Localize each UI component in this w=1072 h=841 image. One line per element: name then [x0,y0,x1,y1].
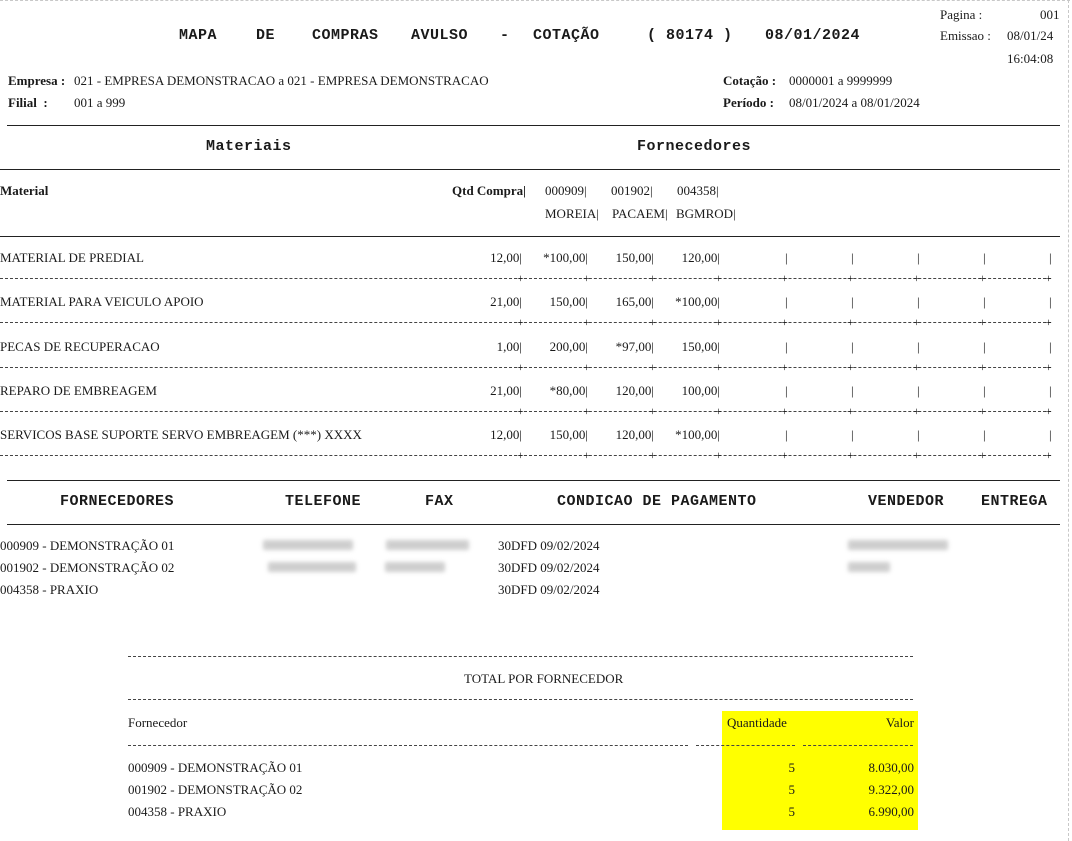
column-separator: | [851,294,854,309]
telefone-heading: TELEFONE [285,493,362,510]
supplier-name: 000909 - DEMONSTRAÇÃO 01 [0,538,175,553]
supplier-condicao: 30DFD 09/02/2024 [498,538,600,553]
separator-junction: + [781,315,788,329]
total-quantidade: 5 [788,782,795,797]
empresa-value: 021 - EMPRESA DEMONSTRACAO a 021 - EMPRESA DEMONSTRACAO [74,73,489,88]
supplier-code: 004358| [677,183,719,198]
title-word: MAPA [179,27,218,44]
redacted-fax [385,562,445,572]
separator-junction: + [913,404,920,418]
separator-junction: + [1045,271,1052,285]
separator-junction: + [517,315,524,329]
column-separator: | [1049,339,1052,354]
separator-junction: + [583,404,590,418]
separator-junction: + [715,271,722,285]
pagina-label: Pagina : [940,7,983,22]
fax-heading: FAX [425,493,454,510]
separator-junction: + [847,315,854,329]
separator-junction: + [913,448,920,462]
supplier-short-name: BGMROD| [676,206,736,221]
column-separator: | [983,427,986,442]
divider [0,169,1060,170]
cotacao-label: Cotação : [723,73,777,88]
column-separator: | [785,250,788,265]
supplier-code: 001902| [611,183,653,198]
material-name: SERVICOS BASE SUPORTE SERVO EMBREAGEM (***) XXXX [0,427,362,442]
totals-title: TOTAL POR FORNECEDOR [464,671,624,686]
price-value: 120,00| [615,383,654,398]
column-separator: | [983,250,986,265]
separator-junction: + [649,271,656,285]
price-value: *100,00| [543,250,588,265]
price-value: *80,00| [549,383,588,398]
qtd-compra: 21,00| [490,383,522,398]
redacted-phone [263,540,353,550]
row-separator [0,455,1051,456]
column-separator: | [917,383,920,398]
title-word: AVULSO [411,27,469,44]
fornecedores-heading: Fornecedores [637,138,752,155]
price-value: 100,00| [681,383,720,398]
price-value: *100,00| [675,294,720,309]
dashed-divider [696,745,795,746]
material-name: MATERIAL PARA VEICULO APOIO [0,294,204,309]
row-separator [0,411,1051,412]
qtd-compra: 21,00| [490,294,522,309]
separator-junction: + [1045,315,1052,329]
separator-junction: + [649,315,656,329]
separator-junction: + [517,360,524,374]
separator-junction: + [847,360,854,374]
column-separator: | [1049,294,1052,309]
separator-junction: + [649,448,656,462]
row-separator [0,367,1051,368]
separator-junction: + [517,448,524,462]
dashed-divider [128,745,688,746]
qtd-compra: 12,00| [490,427,522,442]
supplier-name: 004358 - PRAXIO [0,582,99,597]
total-quantidade: 5 [788,804,795,819]
emissao-label: Emissao : [940,28,991,43]
column-separator: | [917,339,920,354]
redacted-vendor [848,540,948,550]
column-separator: | [851,250,854,265]
total-valor: 9.322,00 [868,782,914,797]
row-separator [0,322,1051,323]
column-separator: | [851,427,854,442]
total-fornecedor: 001902 - DEMONSTRAÇÃO 02 [128,782,303,797]
condicao-heading: CONDICAO DE PAGAMENTO [557,493,757,510]
material-name: MATERIAL DE PREDIAL [0,250,144,265]
price-value: 200,00| [549,339,588,354]
separator-junction: + [979,315,986,329]
column-separator: | [983,294,986,309]
separator-junction: + [583,360,590,374]
price-value: *100,00| [675,427,720,442]
column-separator: | [983,383,986,398]
col-qtd-compra: Qtd Compra| [452,183,527,198]
separator-junction: + [781,271,788,285]
page-border-top [0,0,1070,1]
filial-value: 001 a 999 [74,95,126,110]
title-word: DE [256,27,276,44]
price-value: 150,00| [549,294,588,309]
separator-junction: + [847,448,854,462]
separator-junction: + [583,448,590,462]
price-value: *97,00| [615,339,654,354]
column-separator: | [785,383,788,398]
price-value: 150,00| [549,427,588,442]
separator-junction: + [979,404,986,418]
total-valor: 8.030,00 [868,760,914,775]
column-separator: | [1049,383,1052,398]
supplier-condicao: 30DFD 09/02/2024 [498,560,600,575]
separator-junction: + [781,404,788,418]
filial-label: Filial : [8,95,48,110]
qtd-compra: 1,00| [496,339,522,354]
col-fornecedor: Fornecedor [128,715,188,730]
separator-junction: + [649,360,656,374]
redacted-fax [386,540,469,550]
column-separator: | [917,250,920,265]
report-time: 16:04:08 [1007,51,1054,66]
column-separator: | [785,294,788,309]
page-border-right [1068,0,1069,841]
column-separator: | [785,339,788,354]
col-material: Material [0,183,49,198]
separator-junction: + [649,404,656,418]
separator-junction: + [583,315,590,329]
separator-junction: + [847,271,854,285]
materiais-heading: Materiais [206,138,292,155]
fornecedores-heading-2: FORNECEDORES [60,493,175,510]
dashed-divider [128,656,913,657]
separator-junction: + [715,448,722,462]
supplier-short-name: PACAEM| [612,206,668,221]
price-value: 120,00| [681,250,720,265]
redacted-vendor [848,562,890,572]
entrega-heading: ENTREGA [981,493,1048,510]
title-word: - [500,27,510,44]
emissao-value: 08/01/24 [1007,28,1054,43]
separator-junction: + [583,271,590,285]
column-separator: | [851,339,854,354]
separator-junction: + [517,404,524,418]
separator-junction: + [781,448,788,462]
title-word: COTAÇÃO [533,27,600,44]
empresa-label: Empresa : [8,73,66,88]
material-name: PECAS DE RECUPERACAO [0,339,160,354]
separator-junction: + [979,448,986,462]
separator-junction: + [781,360,788,374]
column-separator: | [1049,427,1052,442]
separator-junction: + [1045,360,1052,374]
total-fornecedor: 000909 - DEMONSTRAÇÃO 01 [128,760,303,775]
periodo-label: Período : [723,95,774,110]
total-valor: 6.990,00 [868,804,914,819]
column-separator: | [983,339,986,354]
supplier-condicao: 30DFD 09/02/2024 [498,582,600,597]
periodo-value: 08/01/2024 a 08/01/2024 [789,95,920,110]
total-fornecedor: 004358 - PRAXIO [128,804,227,819]
pagina-value: 001 [1040,7,1060,22]
dashed-divider [128,699,913,700]
report-date: 08/01/2024 [765,27,861,44]
total-quantidade: 5 [788,760,795,775]
supplier-code: 000909| [545,183,587,198]
supplier-name: 001902 - DEMONSTRAÇÃO 02 [0,560,175,575]
separator-junction: + [517,271,524,285]
separator-junction: + [847,404,854,418]
price-value: 150,00| [615,250,654,265]
price-value: 150,00| [681,339,720,354]
separator-junction: + [913,360,920,374]
separator-junction: + [1045,448,1052,462]
title-word: COMPRAS [312,27,379,44]
redacted-phone [268,562,356,572]
cotacao-value: 0000001 a 9999999 [789,73,893,88]
vendedor-heading: VENDEDOR [868,493,945,510]
dashed-divider [803,745,913,746]
divider [7,480,1060,481]
price-value: 165,00| [615,294,654,309]
column-separator: | [917,427,920,442]
qtd-compra: 12,00| [490,250,522,265]
separator-junction: + [913,271,920,285]
separator-junction: + [979,360,986,374]
col-quantidade: Quantidade [727,715,787,730]
separator-junction: + [715,360,722,374]
column-separator: | [851,383,854,398]
price-value: 120,00| [615,427,654,442]
separator-junction: + [715,404,722,418]
column-separator: | [917,294,920,309]
report-number: ( 80174 ) [647,27,733,44]
material-name: REPARO DE EMBREAGEM [0,383,157,398]
separator-junction: + [979,271,986,285]
separator-junction: + [715,315,722,329]
supplier-short-name: MOREIA| [545,206,599,221]
column-separator: | [785,427,788,442]
col-valor: Valor [885,715,914,730]
row-separator [0,278,1051,279]
separator-junction: + [1045,404,1052,418]
divider [7,524,1060,525]
separator-junction: + [913,315,920,329]
column-separator: | [1049,250,1052,265]
divider [7,125,1060,126]
divider [0,236,1060,237]
